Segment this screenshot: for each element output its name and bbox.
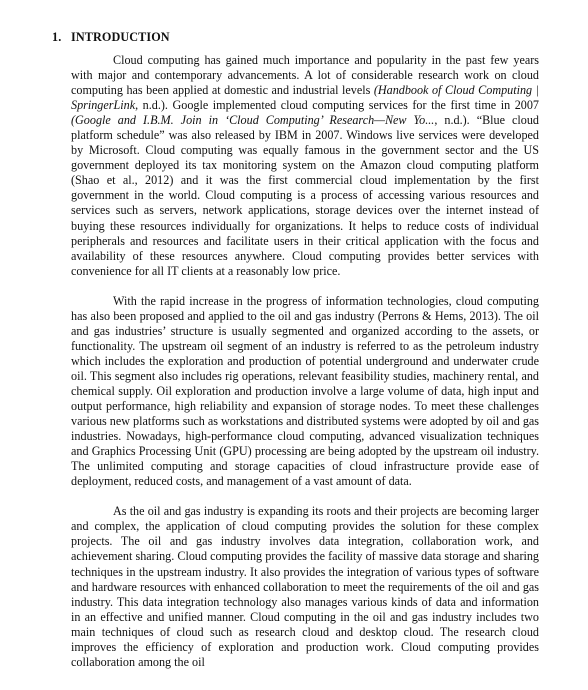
text-run: Cloud computing has gained much importance and popularity in the past few years with major and contemporary advancements. A lot of considerable research work on cloud computing has been applied at domestic and industrial levels bbox=[71, 53, 539, 98]
citation-text: (Google and I.B.M. Join in ‘Cloud Computing’ Research—New Yo... bbox=[71, 113, 435, 128]
text-run: , n.d.). Google implemented cloud computing services for the first time in 2007 bbox=[135, 98, 539, 113]
paragraph bbox=[71, 294, 539, 490]
paragraph bbox=[71, 53, 539, 279]
body-text bbox=[71, 53, 539, 670]
section-number: 1. bbox=[52, 30, 62, 44]
citation-text: (Handbook of Cloud Computing | SpringerLink bbox=[71, 83, 539, 113]
text-run: With the rapid increase in the progress of information technologies, cloud computing has also been proposed and applied to the oil and gas industry (Perrons & Hems, 2013). The oil and gas industries’ structure is usually segmented and organized according to the assets, or functionality. The upstream oil segment of an industry is referred to as the petroleum industry which includes the exploration and production of potential underground and underwater crude oil. This segment also includes rig operations, relevant feasibility studies, machinery rental, and chemical supply. Oil exploration and production involve a large volume of data, high input and output performance, high reliability and expansion of storage nodes. To meet these challenges various new platforms such as workstations and distributed systems were adopted by oil and gas industries. Nowadays, high-performance cloud computing, advanced visualization techniques and Graphics Processing Unit (GPU) processing are being adopted by the upstream oil industry. The unlimited computing and storage capacities of cloud infrastructure provide ease of deployment, reduced costs, and management of a vast amount of data. bbox=[71, 293, 540, 489]
text-run: , n.d.). “Blue cloud platform schedule” was also released by IBM in 2007. Windows live services were developed by Microsoft. Cloud computing was equally famous in the government sector and the US government deployed its tax monitoring system on the Amazon cloud computing platform (Shao et al., 2012) and it was the first commercial cloud implementation by the first government in the world. Cloud computing is a process of accessing various resources and services such as servers, network applications, storage devices over the internet instead of buying these resources individually for organizations. It helps to reduce costs of individual peripherals and resources and facilitate users in their critical application with the focus and availability of these resources anywhere. Cloud computing provides better services with convenience for all IT clients at a reasonably low price. bbox=[71, 113, 539, 278]
text-run: As the oil and gas industry is expanding its roots and their projects are becoming larger and complex, the application of cloud computing provides the solution for these complex projects. The oil and gas industry involves data integration, collaboration work, and achievement sharing. Cloud computing provides the facility of massive data storage and sharing techniques in the upstream industry. It also provides the integration of various types of software and hardware resources with enhanced collaboration to meet the requirements of the oil and gas industry. This data integration technology also manages various kinds of data and information in an effective and unified manner. Cloud computing in the oil and gas industry includes two main techniques of cloud such as research cloud and desktop cloud. The research cloud improves the efficiency of exploration and production work. Cloud computing provides collaboration among the oil bbox=[71, 504, 539, 669]
section-title: INTRODUCTION bbox=[71, 30, 170, 44]
paragraph bbox=[71, 504, 539, 670]
section-heading bbox=[52, 30, 170, 45]
